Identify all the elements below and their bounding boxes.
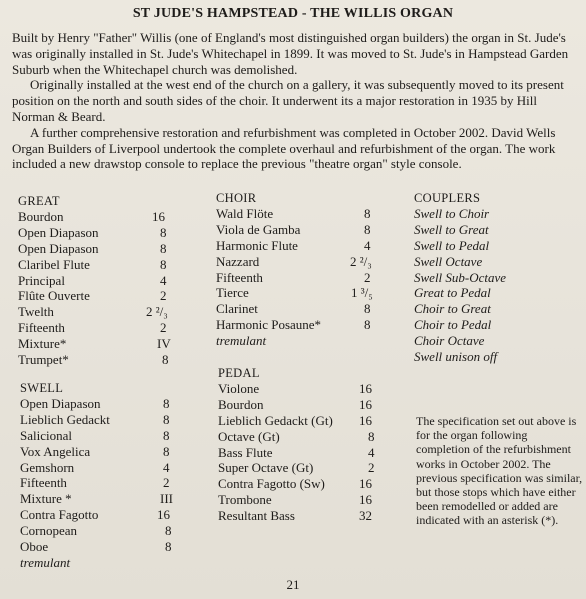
coupler-item: Swell to Pedal <box>414 237 490 253</box>
stop-pitch: 16 <box>359 476 372 492</box>
stop-pitch: 4 <box>364 237 371 253</box>
stop-name: Viola de Gamba <box>216 221 301 237</box>
stop-name: Mixture* <box>18 336 67 352</box>
stop-name: Contra Fagotto (Sw) <box>218 476 325 492</box>
stop-name: Flûte Ouverte <box>18 288 90 304</box>
coupler-item: Swell Octave <box>414 253 483 269</box>
swell-division <box>20 381 190 571</box>
stop-row <box>20 428 190 444</box>
stop-row <box>20 507 190 523</box>
stop-row <box>218 445 393 461</box>
stop-pitch: 8 <box>163 427 170 443</box>
stop-row <box>218 429 393 445</box>
stop-name: Super Octave (Gt) <box>218 460 314 476</box>
stop-pitch: 8 <box>364 301 371 317</box>
stop-pitch: 8 <box>163 396 170 411</box>
stop-pitch: 4 <box>163 459 170 475</box>
stop-row <box>20 396 190 412</box>
coupler-item: Great to Pedal <box>414 285 491 301</box>
stop-pitch: 8 <box>364 206 371 221</box>
stop-pitch: 8 <box>163 443 170 459</box>
stop-row <box>216 285 391 301</box>
stop-row <box>18 352 188 368</box>
stop-pitch: 8 <box>364 317 371 333</box>
stop-name: Octave (Gt) <box>218 428 280 444</box>
stop-pitch: 8 <box>160 256 167 272</box>
stop-row <box>18 241 188 257</box>
stop-name: Tierce <box>216 285 249 301</box>
stop-row <box>18 273 188 289</box>
intro-paragraph-1: Built by Henry "Father" Willis (one of England's most distinguished organ builders) the organ in St. Jude's was originally installed in St. Jude's Whitechapel in 1899. It was moved to St. Jude's in Hampstead Garden Suburb when the Whitechapel church was demolished. <box>12 30 569 77</box>
coupler-item: Swell Sub-Octave <box>414 269 507 285</box>
stop-pitch: 2 <box>368 460 375 476</box>
stop-name: Bass Flute <box>218 444 273 460</box>
stop-pitch: 1 ³/₅ <box>351 285 373 301</box>
page-number: 21 <box>286 577 300 592</box>
choir-tremulant: tremulant <box>216 333 267 349</box>
stop-pitch: 2 <box>163 475 170 491</box>
swell-tremulant: tremulant <box>20 554 71 570</box>
intro-paragraph-2: Originally installed at the west end of the church on a gallery, it was subsequently moved to its present position on the north and south sides of the choir. It underwent its a major restoration in 1935 by Hill Norman & Beard. <box>12 77 564 124</box>
specification-note: The specification set out above is for the organ following completion of the refurbishment works in October 2002. The previous specification was similar, but those stops which have either been remodelled or added are indicated with an asterisk (*). <box>416 414 583 528</box>
stop-row <box>218 381 393 397</box>
stop-name: Salicional <box>20 427 72 443</box>
stop-name: Resultant Bass <box>218 508 295 524</box>
stop-name: Harmonic Flute <box>216 237 298 253</box>
stop-row <box>216 270 391 286</box>
intro-paragraph-3: A further comprehensive restoration and refurbishment was completed in October 2002. David Wells Organ Builders of Liverpool undertook the complete overhaul and refurbishment of the organ. The work included a new drawstop console to replace the previous "theatre organ" style console. <box>12 124 556 172</box>
stop-row <box>218 413 393 429</box>
coupler-item: Swell unison off <box>414 349 498 365</box>
stop-name: Bourdon <box>218 396 264 412</box>
stop-pitch: 16 <box>359 492 372 508</box>
stop-name: Open Diapason <box>18 240 99 256</box>
stop-row <box>20 523 190 539</box>
pedal-heading: PEDAL <box>218 366 260 380</box>
stop-name: Claribel Flute <box>18 256 90 272</box>
couplers-heading: COUPLERS <box>414 191 481 205</box>
stop-row <box>18 288 188 304</box>
stop-pitch: 8 <box>163 411 170 427</box>
stop-pitch: 8 <box>162 352 169 368</box>
stop-pitch: 8 <box>165 523 172 539</box>
stop-row <box>20 539 190 555</box>
coupler-item: Choir to Great <box>414 301 491 317</box>
stop-row <box>218 460 393 476</box>
stop-name: Oboe <box>20 539 49 555</box>
coupler-item: Swell to Choir <box>414 206 490 221</box>
stop-row <box>20 444 190 460</box>
stop-pitch: 4 <box>368 444 375 460</box>
stop-pitch: 2 <box>160 288 167 304</box>
stop-row <box>20 412 190 428</box>
stop-pitch: 16 <box>359 381 372 396</box>
stop-row <box>18 225 188 241</box>
stop-row <box>216 206 391 222</box>
stop-name: Lieblich Gedackt (Gt) <box>218 412 333 428</box>
coupler-item: Swell to Great <box>414 221 489 237</box>
stop-pitch: 8 <box>160 240 167 256</box>
stop-name: Open Diapason <box>18 224 99 240</box>
stop-pitch: 8 <box>165 539 172 555</box>
swell-heading: SWELL <box>20 381 64 395</box>
stop-name: Principal <box>18 272 65 288</box>
couplers-section <box>414 191 579 365</box>
stop-row <box>20 460 190 476</box>
stop-pitch: 2 <box>364 269 371 285</box>
stop-row <box>218 492 393 508</box>
stop-name: Clarinet <box>216 301 258 317</box>
page-title: ST JUDE'S HAMPSTEAD - THE WILLIS ORGAN <box>132 6 454 21</box>
stop-pitch: 8 <box>364 221 371 237</box>
stop-pitch: IV <box>157 336 171 352</box>
stop-pitch: 16 <box>359 412 372 428</box>
stop-pitch: 4 <box>160 272 167 288</box>
stop-row <box>18 336 188 352</box>
stop-row <box>216 317 391 333</box>
stop-name: Violone <box>218 381 260 396</box>
stop-name: Harmonic Posaune* <box>216 317 322 333</box>
stop-name: Fifteenth <box>20 475 67 491</box>
stop-row <box>20 491 190 507</box>
stop-name: Bourdon <box>18 209 64 224</box>
stop-pitch: 2 <box>160 320 167 336</box>
stop-pitch: 8 <box>160 224 167 240</box>
great-division <box>18 194 188 368</box>
coupler-item: Choir to Pedal <box>414 317 492 333</box>
stop-row <box>20 475 190 491</box>
stop-row <box>18 304 188 320</box>
stop-row <box>216 301 391 317</box>
stop-pitch: 16 <box>359 396 372 412</box>
stop-name: Nazzard <box>216 253 260 269</box>
stop-row <box>18 209 188 225</box>
choir-division <box>216 191 391 349</box>
stop-name: Fifteenth <box>18 320 65 336</box>
stop-name: Contra Fagotto <box>20 507 99 523</box>
stop-name: Mixture * <box>20 491 72 507</box>
coupler-item: Choir Octave <box>414 333 485 349</box>
stop-pitch: 2 ²/₃ <box>146 304 168 320</box>
stop-name: Trombone <box>218 492 272 508</box>
stop-pitch: 8 <box>368 428 375 444</box>
stop-name: Lieblich Gedackt <box>20 411 110 427</box>
stop-pitch: 32 <box>359 508 372 524</box>
stop-row <box>218 476 393 492</box>
stop-name: Gemshorn <box>20 459 75 475</box>
stop-name: Trumpet* <box>18 352 69 368</box>
stop-pitch: III <box>160 491 173 507</box>
stop-pitch: 2 ²/₃ <box>350 253 372 269</box>
stop-row <box>218 508 393 524</box>
great-heading: GREAT <box>18 194 60 208</box>
stop-name: Wald Flöte <box>216 206 274 221</box>
stop-row <box>216 222 391 238</box>
stop-name: Fifteenth <box>216 269 263 285</box>
stop-row <box>216 254 391 270</box>
intro-text <box>12 30 578 172</box>
choir-heading: CHOIR <box>216 191 257 205</box>
stop-name: Twelth <box>18 304 54 320</box>
stop-row <box>18 320 188 336</box>
stop-row <box>216 238 391 254</box>
stop-pitch: 16 <box>152 209 165 224</box>
stop-pitch: 16 <box>157 507 170 523</box>
stop-name: Open Diapason <box>20 396 101 411</box>
stop-row <box>218 397 393 413</box>
stop-row <box>18 257 188 273</box>
pedal-division <box>218 366 393 524</box>
stop-name: Cornopean <box>20 523 78 539</box>
stop-name: Vox Angelica <box>20 443 91 459</box>
